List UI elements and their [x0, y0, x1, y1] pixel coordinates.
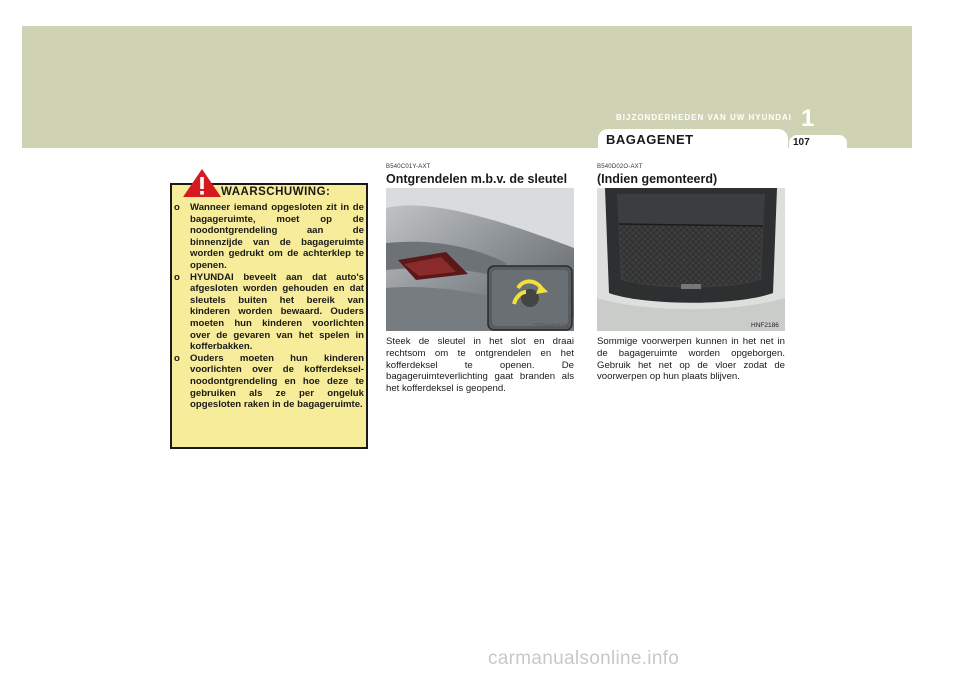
section-title: BAGAGENET	[606, 132, 694, 147]
cargo-net-illustration	[597, 188, 785, 331]
warning-item	[174, 202, 364, 272]
section-code: B540C01Y-AXT	[386, 164, 431, 170]
bullet: o	[174, 271, 180, 283]
warning-item	[174, 272, 364, 353]
section-code: B540D02O-AXT	[597, 164, 643, 170]
key-section-header	[386, 164, 574, 186]
net-section-header	[597, 164, 785, 186]
figure-label: HNF2186	[751, 322, 779, 329]
car-rear-photo	[386, 188, 574, 331]
warning-title: WAARSCHUWING:	[221, 186, 331, 198]
warning-item-text: Ouders moeten hun kinderen voorlichten over de kofferdeksel-noodontgrendeling en hoe deze te gebruiken als ze per ongeluk opgesloten raken in de bagageruimte.	[190, 352, 364, 411]
key-section-body: Steek de sleutel in het slot en draai rechtsom om te ontgrendelen en het kofferdeksel te openen. De bagageruimteverlichting gaat branden als het kofferdeksel is geopend.	[386, 336, 574, 395]
chapter-number: 1	[801, 105, 815, 132]
trunk-lock-illustration	[386, 188, 574, 331]
bullet: o	[174, 202, 180, 213]
cargo-net-photo	[597, 188, 785, 331]
chapter-title: BIJZONDERHEDEN VAN UW HYUNDAI	[616, 113, 792, 122]
figure-label: OTG040019	[532, 323, 568, 330]
watermark: carmanualsonline.info	[488, 648, 680, 669]
section-heading: Ontgrendelen m.b.v. de sleutel	[386, 172, 568, 186]
warning-item-text: Wanneer iemand opgesloten zit in de bagageruimte, moet op de noodontgrendeling aan de binnenzijde van de bagageruimte worden gedrukt om de achterklep te openen.	[190, 202, 364, 271]
warning-list	[174, 202, 364, 411]
bullet: o	[174, 352, 180, 364]
page-number: 107	[793, 137, 810, 148]
section-heading: (Indien gemonteerd)	[597, 172, 718, 186]
warning-item-text: HYUNDAI beveelt aan dat auto's afgesloten worden gehouden en dat sleutels buiten het bereik van kinderen worden bewaard. Ouders moeten hun kinderen voorlichten over de gevaren van het spelen in kofferbakken.	[190, 271, 364, 353]
warning-triangle-icon	[182, 168, 222, 198]
net-section-body: Sommige voorwerpen kunnen in het net in de bagageruimte worden opgeborgen. Gebruik het net op de vloer zodat de voorwerpen op hun plaats blijven.	[597, 336, 785, 383]
warning-item	[174, 353, 364, 411]
